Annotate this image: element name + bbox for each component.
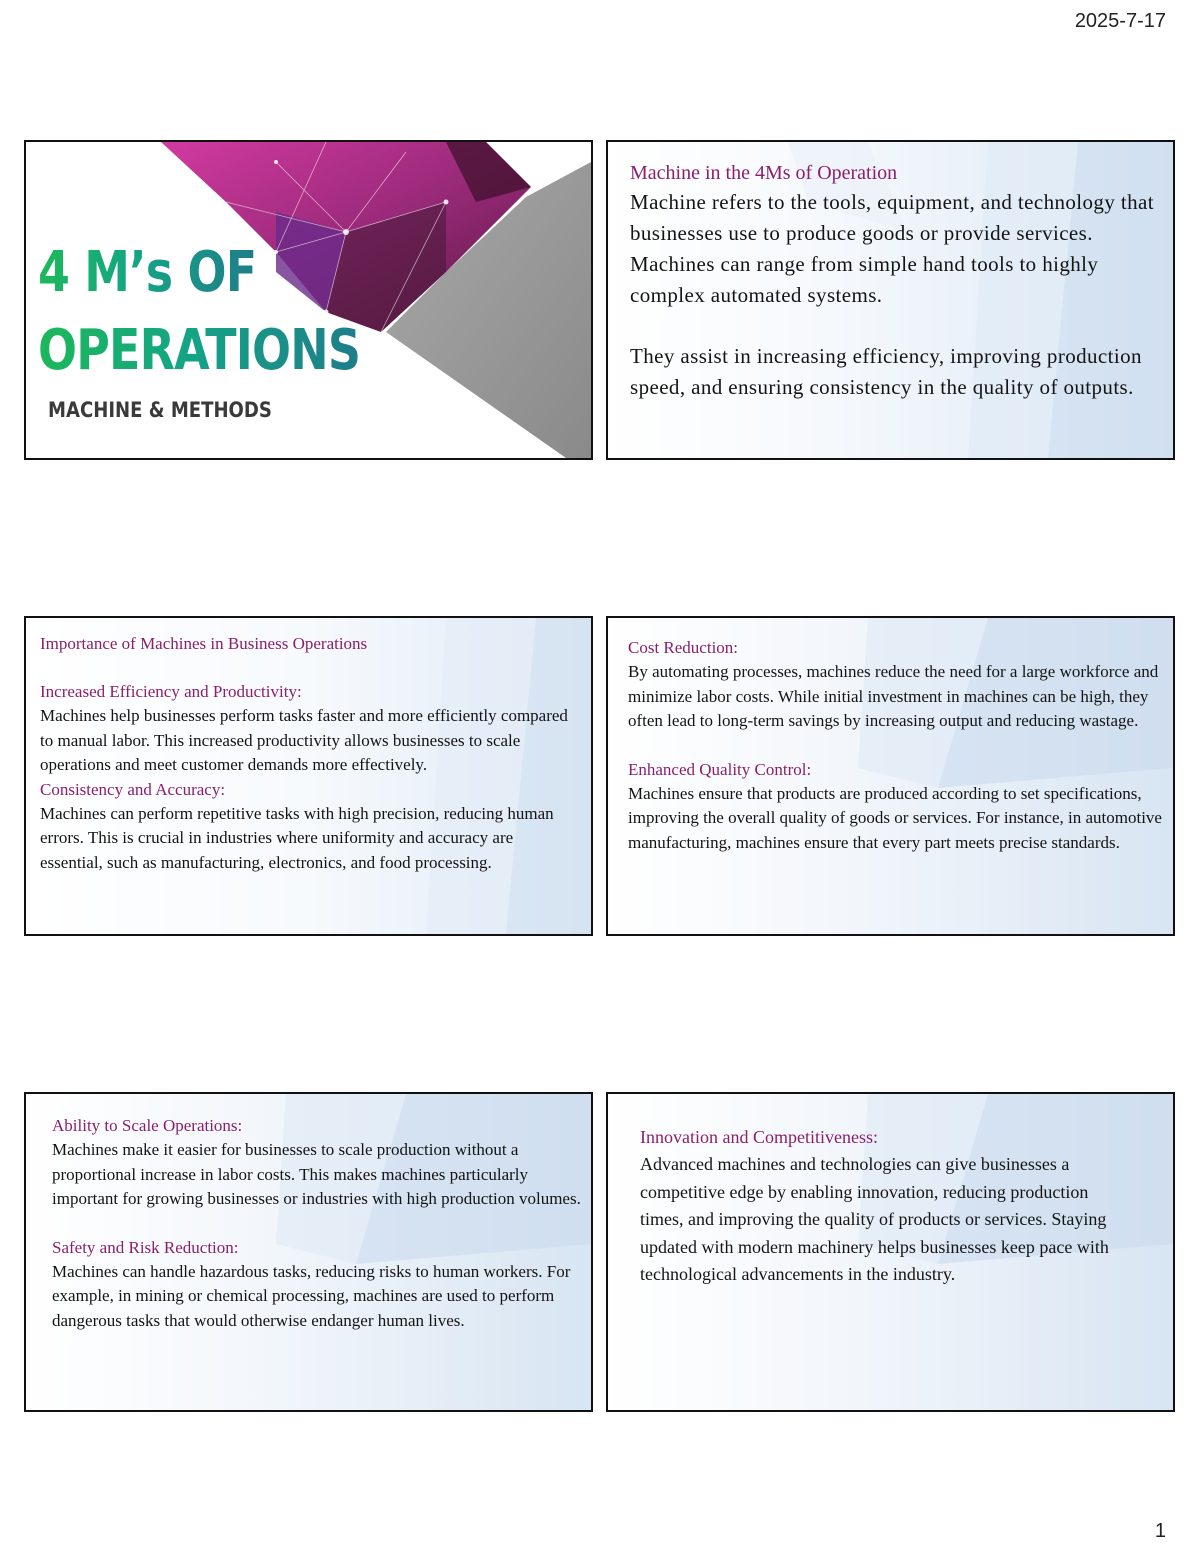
section-heading-quality-control: Enhanced Quality Control: (628, 759, 812, 779)
slide-heading: Importance of Machines in Business Operations (40, 634, 368, 653)
section-heading-safety: Safety and Risk Reduction: (52, 1237, 239, 1257)
slide-paragraph: Machine refers to the tools, equipment, and technology that businesses use to produce goods or provide services. Machines can range from simple hand tools to highly complex automated systems. (630, 190, 1154, 307)
section-text-efficiency: Machines help businesses perform tasks faster and more efficiently compared to manual labor. This increased productivity allows businesses to scale operations and meet customer demands more effectively. (40, 706, 568, 774)
section-heading-cost-reduction: Cost Reduction: (628, 638, 739, 657)
section-text-scale: Machines make it easier for businesses to scale production without a proportional increase in labor costs. This makes machines particularly important for growing businesses or industries with high production volumes. (52, 1140, 581, 1208)
slide-scale-and-safety (24, 1092, 593, 1412)
section-text-quality-control: Machines ensure that products are produced according to set specifications, improving the overall quality of goods or services. For instance, in automotive manufacturing, machines ensure that every part meets precise standards. (628, 783, 1162, 852)
slide-title (24, 140, 593, 460)
slide-title-line-1: 4 M’s OF (38, 240, 257, 305)
section-heading-efficiency: Increased Efficiency and Productivity: (40, 682, 302, 701)
section-text-innovation: Advanced machines and technologies can give businesses a competitive edge by enabling innovation, reducing production times, and improving the quality of products or services. Staying updated with modern machinery helps businesses keep pace with technological advancements in the industry. (640, 1154, 1109, 1284)
section-text-cost-reduction: By automating processes, machines reduce the need for a large workforce and minimize labor costs. While initial investment in machines can be high, they often lead to long-term savings by increasing output and reducing wastage. (628, 662, 1159, 730)
slide-cost-and-quality (606, 616, 1175, 936)
slide-innovation (606, 1092, 1175, 1412)
slide-machine-definition (606, 140, 1175, 460)
slide-heading: Machine in the 4Ms of Operation (630, 162, 898, 184)
section-heading-innovation: Innovation and Competitiveness: (640, 1127, 878, 1147)
section-text-safety: Machines can handle hazardous tasks, reducing risks to human workers. For example, in mining or chemical processing, machines are used to perform dangerous tasks that would otherwise endanger human lives. (52, 1261, 571, 1330)
page-number: 1 (1154, 1520, 1166, 1542)
slide-subtitle: MACHINE & METHODS (48, 398, 272, 422)
slide-title-line-2: OPERATIONS (38, 318, 361, 383)
section-heading-scale: Ability to Scale Operations: (52, 1116, 243, 1135)
section-text-consistency: Machines can perform repetitive tasks with high precision, reducing human errors. This is crucial in industries where uniformity and accuracy are essential, such as manufacturing, electronics, and food processing. (40, 803, 554, 872)
slide-paragraph: They assist in increasing efficiency, improving production speed, and ensuring consistency in the quality of outputs. (630, 344, 1142, 399)
section-heading-consistency: Consistency and Accuracy: (40, 779, 226, 799)
slide-importance-of-machines (24, 616, 593, 936)
print-date: 2025-7-17 (1074, 10, 1166, 32)
